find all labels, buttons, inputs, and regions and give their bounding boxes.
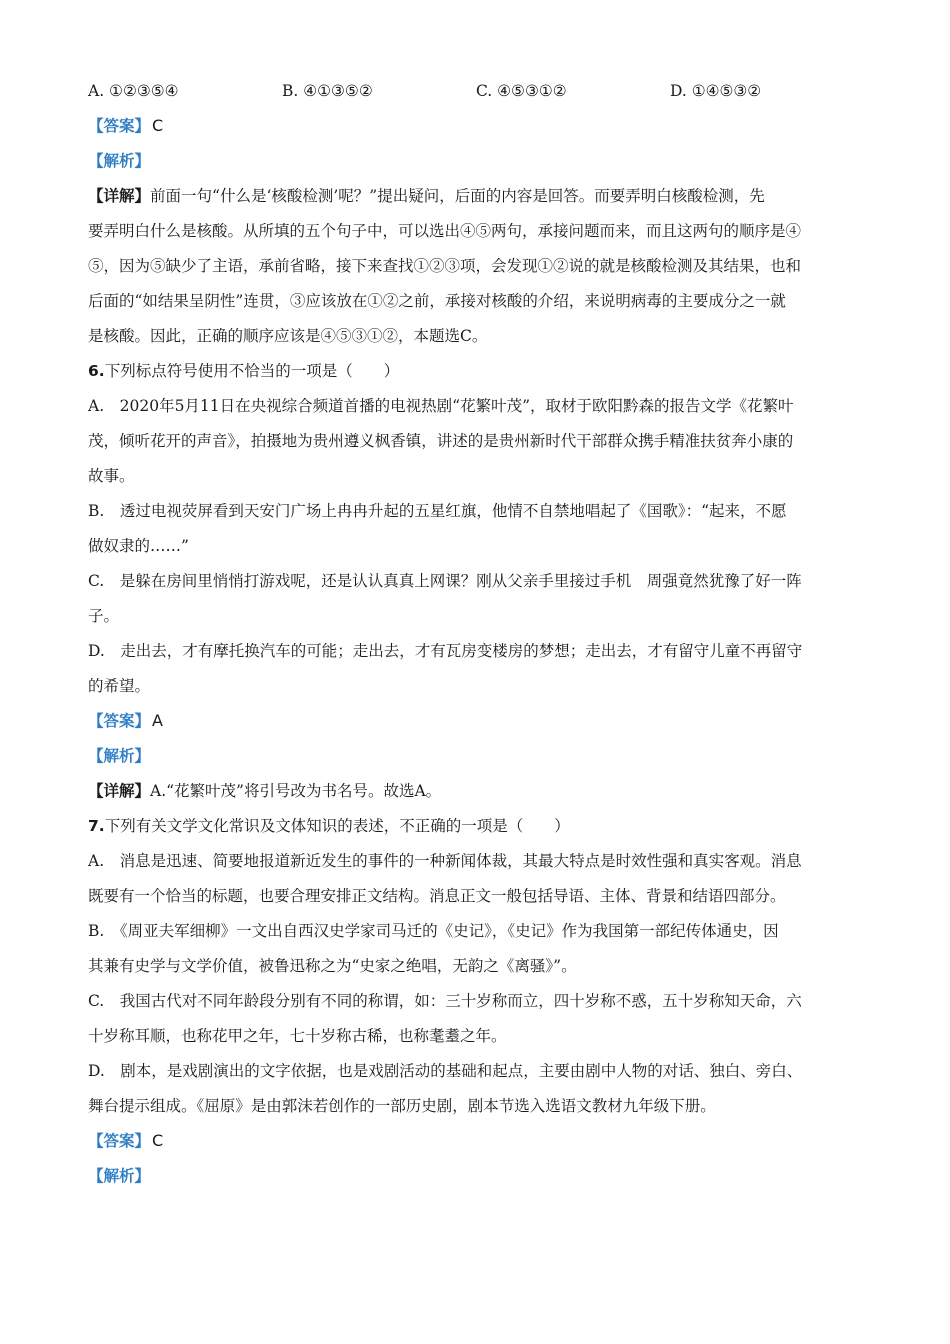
q6-option-line: 做奴隶的……” bbox=[88, 537, 189, 555]
q6-stem bbox=[88, 358, 868, 393]
q5-options bbox=[88, 78, 868, 113]
answer-value: A bbox=[152, 711, 163, 730]
q6-option-line: 故事。 bbox=[88, 467, 135, 485]
q6-detail bbox=[88, 778, 868, 813]
q7-option-line: C. 我国古代对不同年龄段分别有不同的称谓，如：三十岁称而立，四十岁称不惑，五十岁称知天命，六 bbox=[88, 992, 802, 1010]
answer-tag: 【答案】 bbox=[88, 1131, 151, 1150]
q6-option-line: D. 走出去，才有摩托换汽车的可能；走出去，才有瓦房变楼房的梦想；走出去，才有留守儿童不再留守 bbox=[88, 642, 803, 660]
q7-option-line: 其兼有史学与文学价值，被鲁迅称之为“史家之绝唱，无韵之《离骚》”。 bbox=[88, 957, 577, 975]
q6-option-line: 茂，倾听花开的声音》，拍摄地为贵州遵义枫香镇，讲述的是贵州新时代干部群众携手精准扶贫奔小康的 bbox=[88, 432, 794, 450]
q6-analysis bbox=[88, 743, 868, 778]
q5-detail-line: 要弄明白什么是核酸。从所填的五个句子中，可以选出④⑤两句，承接问题而来，而且这两句的顺序是④ bbox=[88, 222, 802, 240]
question-text: 下列有关文学文化常识及文体知识的表述，不正确的一项是（ ） bbox=[104, 817, 570, 835]
q5-detail-line bbox=[88, 183, 868, 218]
q7-answer bbox=[88, 1128, 868, 1163]
question-number: 7. bbox=[88, 817, 105, 835]
q7-analysis bbox=[88, 1163, 868, 1198]
q5-detail-line: ⑤，因为⑤缺少了主语，承前省略，接下来查找①②③项，会发现①②说的就是核酸检测及其结果，也和 bbox=[88, 257, 802, 275]
analysis-tag: 【解析】 bbox=[88, 746, 151, 765]
q7-stem bbox=[88, 813, 868, 848]
analysis-tag: 【解析】 bbox=[88, 1166, 151, 1185]
analysis-tag: 【解析】 bbox=[88, 151, 151, 170]
q7-option-line: A. 消息是迅速、简要地报道新近发生的事件的一种新闻体裁，其最大特点是时效性强和真实客观。消息 bbox=[88, 852, 802, 870]
q7-option-line: 十岁称耳顺，也称花甲之年，七十岁称古稀，也称耄耋之年。 bbox=[88, 1027, 507, 1045]
answer-value: C bbox=[152, 1131, 164, 1150]
q6-option-line: 子。 bbox=[88, 607, 120, 625]
document-page bbox=[88, 78, 868, 1198]
q5-option-b: B. ④①③⑤② bbox=[282, 82, 373, 100]
answer-tag: 【答案】 bbox=[88, 116, 151, 135]
answer-value: C bbox=[152, 116, 164, 135]
q5-detail-line: 后面的“如结果呈阴性”连贯，③应该放在①②之前，承接对核酸的介绍，来说明病毒的主要成分之一就 bbox=[88, 292, 786, 310]
detail-text: A.“花繁叶茂”将引号改为书名号。故选A。 bbox=[150, 782, 442, 800]
answer-tag: 【答案】 bbox=[88, 711, 151, 730]
q7-option-line: 既要有一个恰当的标题，也要合理安排正文结构。消息正文一般包括导语、主体、背景和结语四部分。 bbox=[88, 887, 786, 905]
detail-tag: 【详解】 bbox=[88, 781, 151, 800]
q5-option-a: A. ①②③⑤④ bbox=[88, 82, 179, 100]
q6-option-line: 的希望。 bbox=[88, 677, 151, 695]
question-text: 下列标点符号使用不恰当的一项是（ ） bbox=[104, 362, 400, 380]
detail-tag: 【详解】 bbox=[88, 186, 151, 205]
q5-analysis bbox=[88, 148, 868, 183]
q5-detail-line: 是核酸。因此，正确的顺序应该是④⑤③①②，本题选C。 bbox=[88, 327, 488, 345]
q6-answer bbox=[88, 708, 868, 743]
q6-option-line: C. 是躲在房间里悄悄打游戏呢，还是认认真真上网课？刚从父亲手里接过手机 周强竟然犹豫了好一阵 bbox=[88, 572, 802, 590]
q7-option-line: B. 《周亚夫军细柳》一文出自西汉史学家司马迁的《史记》，《史记》作为我国第一部纪传体通史，因 bbox=[88, 922, 779, 940]
detail-text: 前面一句“什么是‘核酸检测’呢？”提出疑问，后面的内容是回答。而要弄明白核酸检测，先 bbox=[150, 187, 765, 205]
q7-option-line: 舞台提示组成。《屈原》是由郭沫若创作的一部历史剧，剧本节选入选语文教材九年级下册。 bbox=[88, 1097, 716, 1115]
q5-option-d: D. ①④⑤③② bbox=[670, 82, 762, 100]
q5-option-c: C. ④⑤③①② bbox=[476, 82, 567, 100]
q5-answer bbox=[88, 113, 868, 148]
question-number: 6. bbox=[88, 362, 105, 380]
q6-option-line: B. 透过电视荧屏看到天安门广场上冉冉升起的五星红旗，他情不自禁地唱起了《国歌》：“起来，不愿 bbox=[88, 502, 787, 520]
q6-option-line: A. 2020年5月11日在央视综合频道首播的电视热剧“花繁叶茂”，取材于欧阳黔森的报告文学《花繁叶 bbox=[88, 397, 794, 415]
q7-option-line: D. 剧本，是戏剧演出的文字依据，也是戏剧活动的基础和起点，主要由剧中人物的对话、独白、旁白、 bbox=[88, 1062, 803, 1080]
